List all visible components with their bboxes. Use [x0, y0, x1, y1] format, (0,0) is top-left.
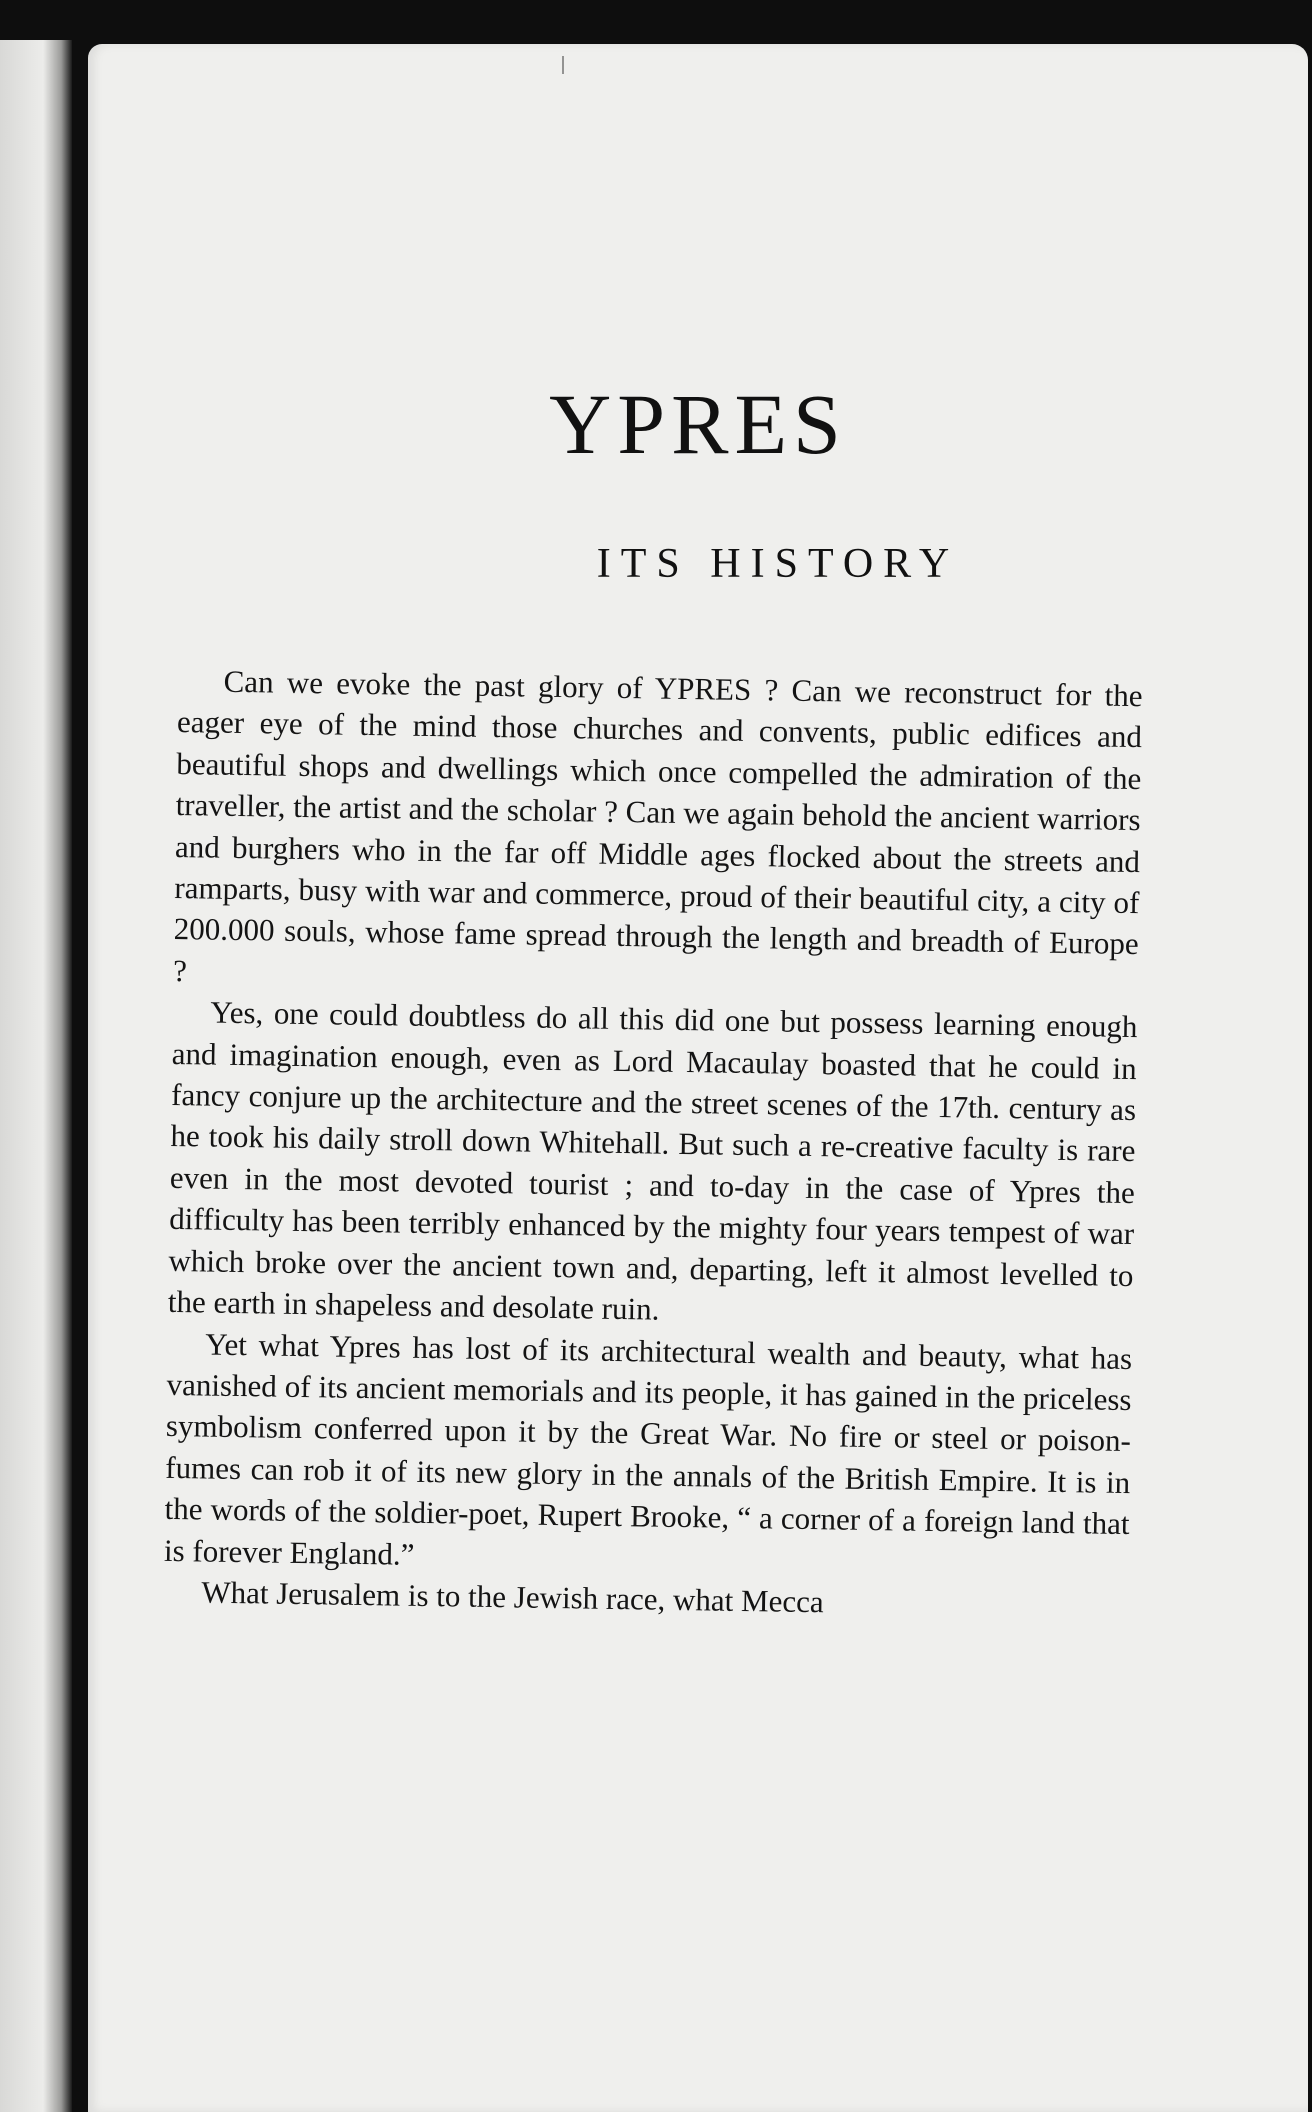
body-text	[163, 660, 1143, 1627]
previous-page-edge	[0, 40, 72, 2112]
page-subtitle: ITS HISTORY	[596, 541, 960, 587]
page-title: YPRES	[549, 376, 847, 472]
paragraph-1: Can we evoke the past glory of YPRES ? Can we reconstruct for the eager eye of the mind those churches and convents, public edifices and beautiful shops and dwellings which once compelled the admiration of the traveller, the artist and the scholar ? Can we again behold the ancient warriors and burghers who in the far off Middle ages flocked about the streets and ramparts, busy with war and commerce, proud of their beautiful city, a city of 200.000 souls, whose fame spread through the length and breadth of Europe ?	[172, 663, 1143, 989]
paragraph-2: Yes, one could doubtless do all this did one but possess learning enough and imagination enough, even as Lord Macaulay boasted that he could in fancy conjure up the architecture and the street scenes of the 17th. century as he took his daily stroll down Whitehall. But such a re-creative faculty is rare even in the most devoted tourist ; and to-day in the case of Ypres the difficulty has been terribly enhanced by the mighty four years tempest of war which broke over the ancient town and, departing, left it almost levelled to the earth in shapeless and desolate ruin.	[167, 994, 1138, 1327]
book-page	[88, 44, 1308, 2112]
paragraph-3: Yet what Ypres has lost of its architectural wealth and beauty, what has vanished of its ancient memorials and its people, it has gained in the priceless symbolism conferred upon it by the Great War. No fire or steel or poison-fumes can rob it of its new glory in the annals of the British Empire. It is in the words of the soldier-poet, Rupert Brooke, “ a corner of a foreign land that is forever England.”	[163, 1326, 1133, 1572]
paragraph-4: What Jerusalem is to the Jewish race, what Mecca	[201, 1574, 824, 1620]
pencil-mark	[562, 56, 572, 74]
